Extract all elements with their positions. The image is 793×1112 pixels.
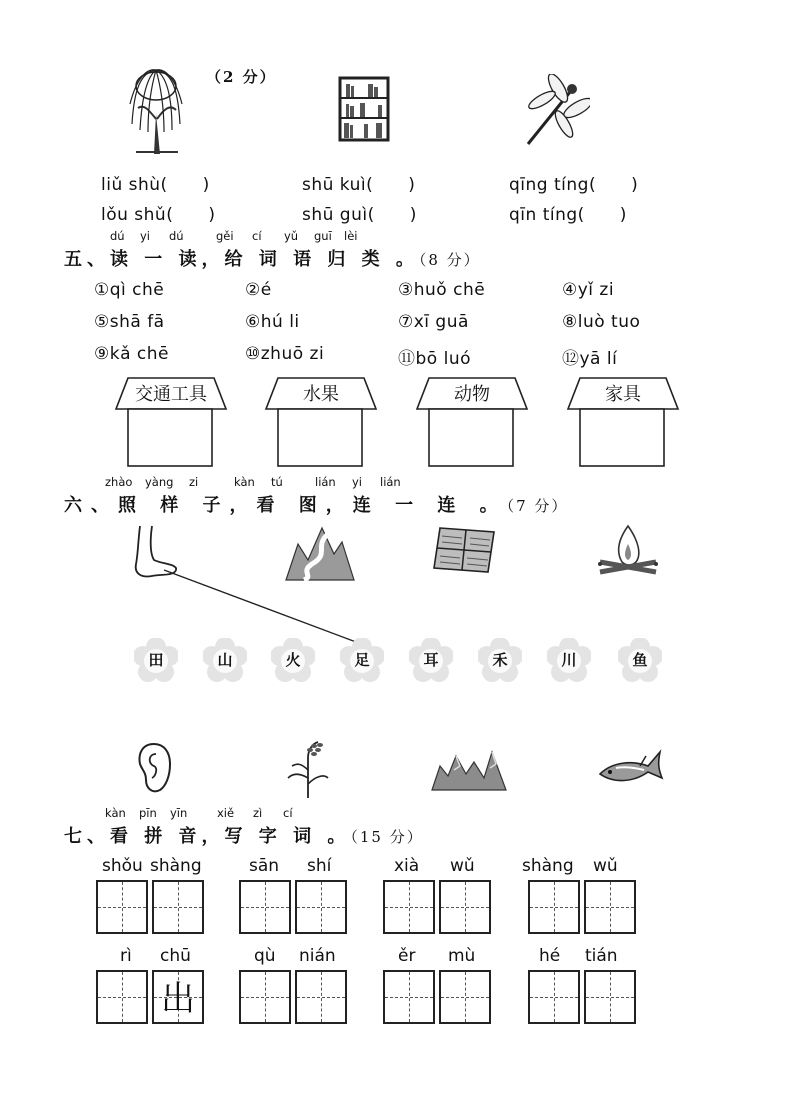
house-fruit[interactable] (264, 376, 378, 468)
pinyin-lian-1: lián (315, 475, 336, 489)
pinyin-kan-2: kàn (105, 806, 126, 820)
pinyin-zhao: zhào (105, 475, 133, 489)
flower-char-he[interactable] (478, 638, 522, 682)
flower-char-zu[interactable] (340, 638, 384, 682)
pinyin-lian-2: lián (380, 475, 401, 489)
word-pinyin: shàng (522, 856, 574, 876)
writing-cell[interactable] (584, 880, 636, 934)
item-ka-che: ⑨kǎ chē (94, 344, 169, 364)
word-pinyin: shàng (150, 856, 202, 876)
item-xi-gua: ⑦xī guā (398, 312, 469, 332)
flower-char-yu[interactable] (618, 638, 662, 682)
section6-title (64, 491, 568, 517)
section5-score: （8 分） (418, 251, 481, 269)
mountains-icon (430, 744, 508, 792)
flower-char-label: 田 (148, 651, 164, 669)
pinyin-yi: yi (140, 229, 151, 243)
item-sha-fa: ⑤shā fā (94, 312, 165, 332)
writing-cell[interactable] (239, 970, 291, 1024)
section7-title-text: 七、看 拼 音，写 字 词 。 (64, 826, 351, 847)
example-connect-line (160, 566, 360, 646)
ear-icon (134, 740, 174, 796)
flower-char-shan[interactable] (203, 638, 247, 682)
option-lou-shu: lǒu shǔ( ) (101, 205, 216, 225)
writing-cell[interactable] (96, 970, 148, 1024)
house-label-transport: 交通工具 (135, 384, 207, 405)
flower-char-chuan[interactable] (547, 638, 591, 682)
pinyin-yang: yàng (145, 475, 174, 489)
word-pinyin: xià (394, 856, 420, 876)
writing-cell[interactable] (439, 880, 491, 934)
house-animal[interactable] (415, 376, 529, 468)
word-pinyin: shí (307, 856, 332, 876)
pinyin-xie: xiě (217, 806, 235, 820)
pinyin-ci: cí (252, 229, 262, 243)
house-label-animal: 动物 (454, 384, 490, 405)
section7-score: （15 分） (350, 828, 424, 846)
section5-title-text: 五、读 一 读，给 词 语 归 类 。 (64, 249, 419, 270)
item-ya-li: ⑫yā lí (562, 349, 618, 369)
word-pinyin: chū (160, 946, 191, 966)
pinyin-du-1: dú (110, 229, 125, 243)
item-luo-tuo: ⑧luò tuo (562, 312, 641, 332)
pinyin-pin: pīn (139, 806, 157, 820)
item-zhuo-zi: ⑩zhuō zi (245, 344, 325, 364)
flower-char-label: 山 (217, 651, 233, 669)
campfire-icon (596, 522, 660, 578)
pinyin-zi-2: zì (253, 806, 263, 820)
word-pinyin: wǔ (593, 856, 618, 876)
word-pinyin: shǒu (102, 856, 143, 876)
willow-tree-icon (126, 64, 186, 156)
word-pinyin: ěr (398, 946, 416, 966)
section5-title (64, 245, 481, 271)
flower-char-er[interactable] (409, 638, 453, 682)
dragonfly-icon (518, 74, 590, 150)
writing-cell[interactable] (528, 880, 580, 934)
pinyin-kan: kàn (234, 475, 255, 489)
word-pinyin: wǔ (450, 856, 475, 876)
section6-score: （7 分） (506, 497, 569, 515)
pinyin-gui: guī (314, 229, 332, 243)
writing-cell[interactable] (152, 880, 204, 934)
pinyin-tu: tú (271, 475, 283, 489)
item-huo-che: ③huǒ chē (398, 280, 486, 300)
example-answer: 出 (161, 979, 195, 1019)
word-pinyin: rì (120, 946, 132, 966)
writing-cell[interactable] (295, 970, 347, 1024)
pinyin-ci-2: cí (283, 806, 293, 820)
option-shu-kui: shū kuì( ) (302, 175, 416, 195)
pinyin-zi: zi (189, 475, 199, 489)
house-label-fruit: 水果 (303, 384, 339, 405)
field-icon (432, 526, 496, 574)
option-qin-ting: qīn tíng( ) (509, 205, 627, 225)
writing-cell[interactable] (295, 880, 347, 934)
flower-char-tian[interactable] (134, 638, 178, 682)
word-pinyin: hé (539, 946, 561, 966)
house-transport[interactable] (114, 376, 228, 468)
pinyin-yi-2: yi (352, 475, 363, 489)
section7-title (64, 822, 424, 848)
flower-char-label: 川 (561, 651, 577, 669)
item-bo-luo: ⑪bō luó (398, 349, 471, 369)
writing-cell-example[interactable] (152, 970, 204, 1024)
word-pinyin: mù (448, 946, 476, 966)
word-pinyin: nián (299, 946, 336, 966)
house-furniture[interactable] (566, 376, 680, 468)
item-qi-che: ①qì chē (94, 280, 165, 300)
writing-cell[interactable] (96, 880, 148, 934)
flower-char-label: 足 (354, 651, 370, 669)
pinyin-yu: yǔ (284, 229, 299, 243)
bookcase-icon (338, 76, 390, 142)
option-liu-shu: liǔ shù( ) (101, 175, 210, 195)
item-e: ②é (245, 280, 272, 300)
pinyin-yin: yīn (170, 806, 188, 820)
section6-title-text: 六、照 样 子，看 图，连 一 连 。 (64, 495, 507, 516)
house-label-furniture: 家具 (605, 384, 641, 405)
writing-cell[interactable] (528, 970, 580, 1024)
writing-cell[interactable] (239, 880, 291, 934)
flower-char-label: 耳 (423, 651, 439, 669)
item-yi-zi: ④yǐ zi (562, 280, 615, 300)
word-pinyin: tián (585, 946, 618, 966)
pinyin-gei: gěi (216, 229, 234, 243)
option-shu-gui: shū guì( ) (302, 205, 417, 225)
flower-char-huo[interactable] (271, 638, 315, 682)
fish-icon (596, 738, 664, 790)
flower-char-label: 火 (285, 651, 301, 669)
word-pinyin: sān (249, 856, 280, 876)
writing-cell[interactable] (584, 970, 636, 1024)
writing-cell[interactable] (383, 880, 435, 934)
pinyin-lei: lèi (344, 229, 358, 243)
pinyin-du-2: dú (169, 229, 184, 243)
flower-char-label: 鱼 (632, 651, 648, 669)
item-hu-li: ⑥hú li (245, 312, 300, 332)
writing-cell[interactable] (439, 970, 491, 1024)
flower-char-label: 禾 (492, 651, 508, 669)
word-pinyin: qù (254, 946, 276, 966)
rice-plant-icon (284, 738, 330, 800)
writing-cell[interactable] (383, 970, 435, 1024)
section4-score: （2 分） (206, 68, 277, 86)
option-qing-ting: qīng tíng( ) (509, 175, 639, 195)
